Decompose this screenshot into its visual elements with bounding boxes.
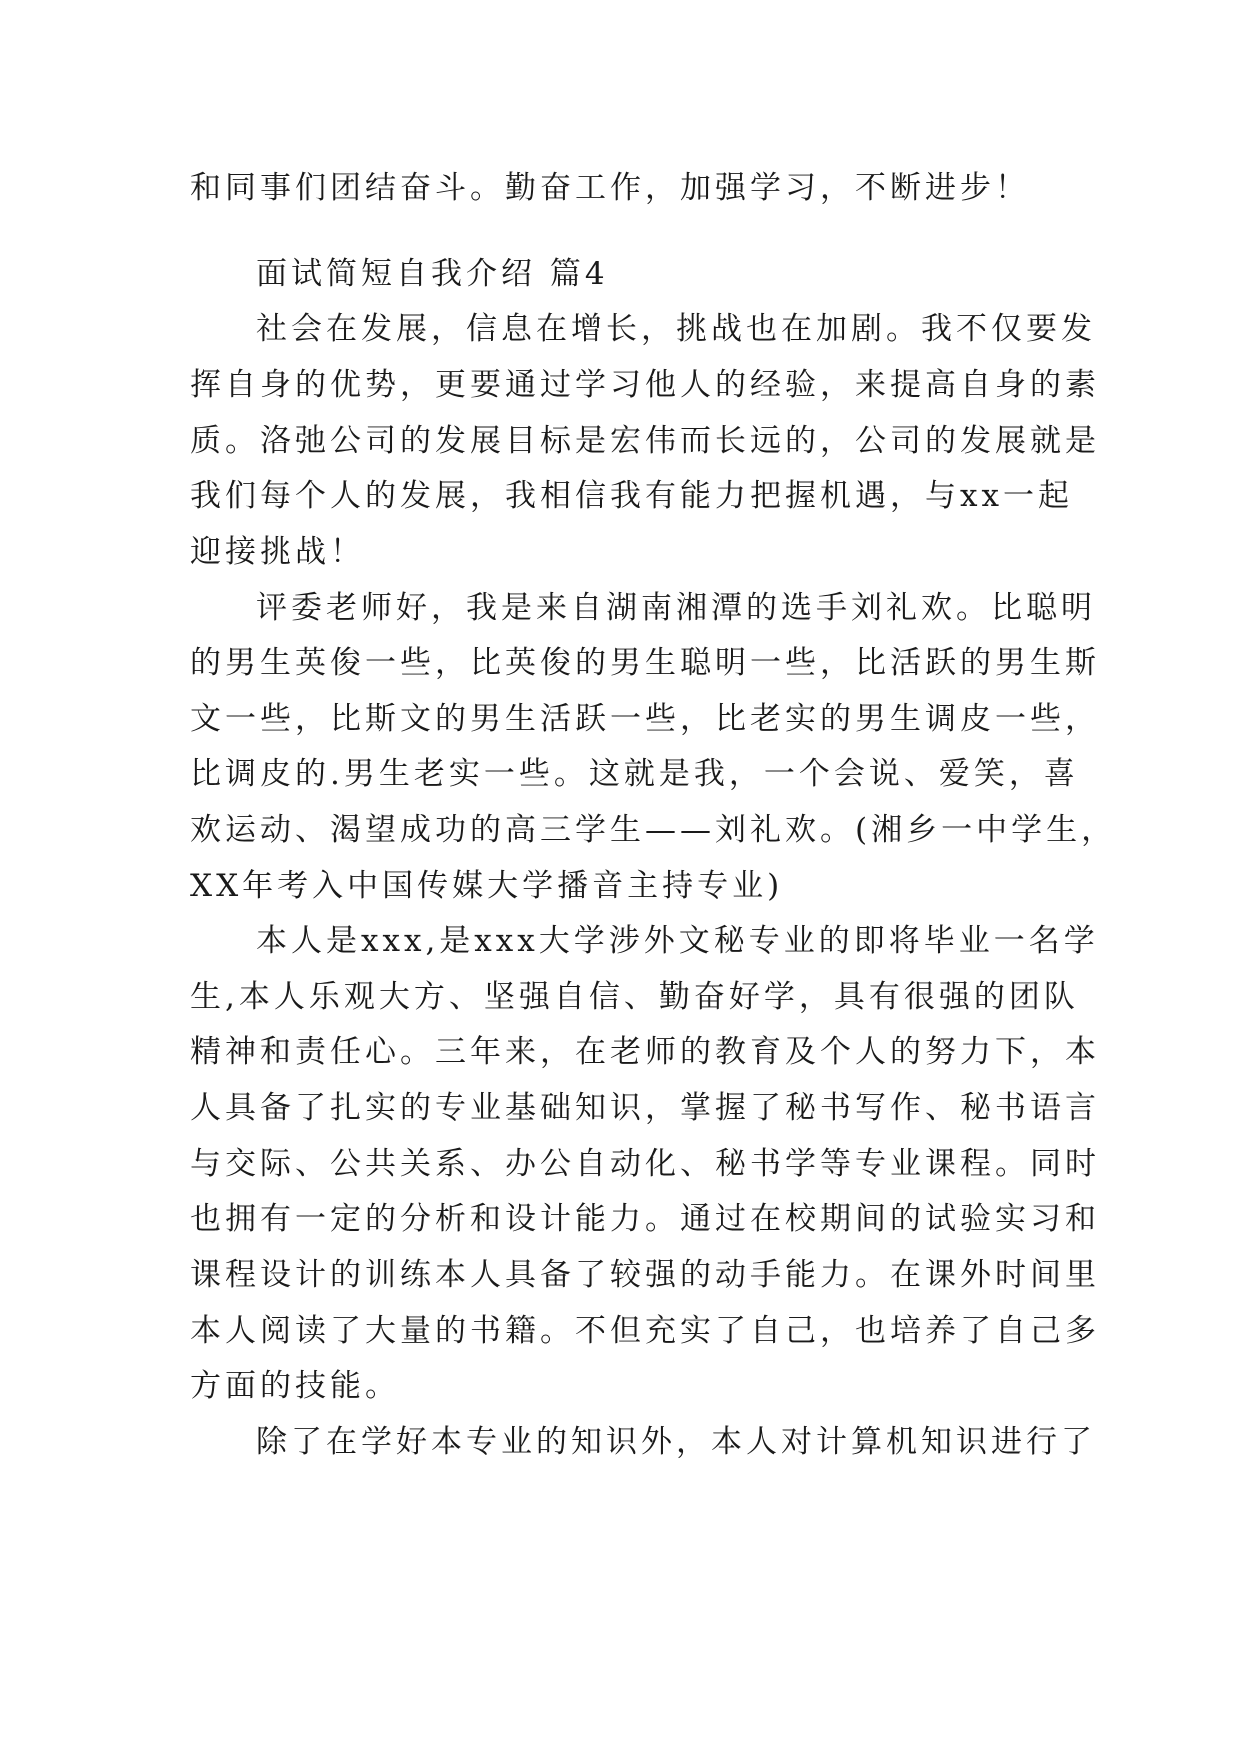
paragraph-line: 方面的技能。 (190, 1368, 400, 1404)
paragraph-line: 人具备了扎实的专业基础知识，掌握了秘书写作、秘书语言 (190, 1090, 1100, 1126)
paragraph-line: 比调皮的.男生老实一些。这就是我，一个会说、爱笑，喜 (190, 756, 1079, 792)
paragraph-line: 社会在发展，信息在增长，挑战也在加剧。我不仅要发 (256, 311, 1096, 347)
paragraph-line: 迎接挑战！ (190, 534, 365, 570)
paragraph-line: 本人阅读了大量的书籍。不但充实了自己，也培养了自己多 (190, 1313, 1100, 1349)
paragraph-line: 除了在学好本专业的知识外，本人对计算机知识进行了 (256, 1424, 1096, 1460)
paragraph-line: 我们每个人的发展，我相信我有能力把握机遇，与xx一起 (190, 478, 1073, 514)
section-heading: 面试简短自我介绍 篇4 (256, 256, 609, 292)
paragraph-line: 与交际、公共关系、办公自动化、秘书学等专业课程。同时 (190, 1146, 1100, 1182)
paragraph-line: 评委老师好，我是来自湖南湘潭的选手刘礼欢。比聪明 (256, 590, 1096, 626)
paragraph-line: 质。洛弛公司的发展目标是宏伟而长远的，公司的发展就是 (190, 423, 1100, 459)
paragraph-line: 本人是xxx,是xxx大学涉外文秘专业的即将毕业一名学 (256, 923, 1099, 959)
paragraph-line: 生,本人乐观大方、坚强自信、勤奋好学，具有很强的团队 (190, 979, 1079, 1015)
paragraph-line: 和同事们团结奋斗。勤奋工作，加强学习，不断进步！ (190, 170, 1030, 206)
paragraph-line: 文一些，比斯文的男生活跃一些，比老实的男生调皮一些， (190, 701, 1100, 737)
paragraph-line: 也拥有一定的分析和设计能力。通过在校期间的试验实习和 (190, 1201, 1100, 1237)
paragraph-line: XX年考入中国传媒大学播音主持专业) (190, 868, 784, 904)
paragraph-line: 精神和责任心。三年来，在老师的教育及个人的努力下，本 (190, 1034, 1100, 1070)
paragraph-line: 课程设计的训练本人具备了较强的动手能力。在课外时间里 (190, 1257, 1100, 1293)
paragraph-line: 的男生英俊一些，比英俊的男生聪明一些，比活跃的男生斯 (190, 645, 1100, 681)
paragraph-line: 欢运动、渴望成功的高三学生——刘礼欢。(湘乡一中学生， (190, 812, 1117, 848)
paragraph-line: 挥自身的优势，更要通过学习他人的经验，来提高自身的素 (190, 367, 1100, 403)
